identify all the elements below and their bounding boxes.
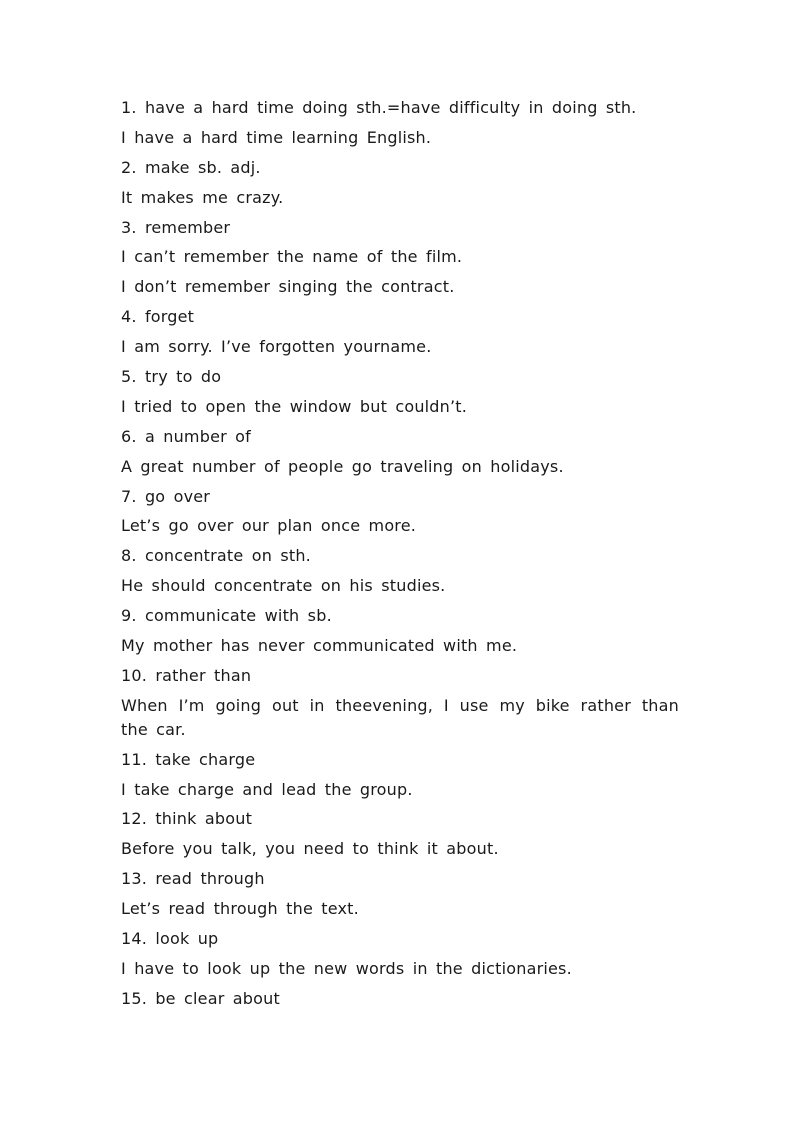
example-sentence: Let’s go over our plan once more. [121, 516, 417, 536]
phrase-heading: 11. take charge [121, 749, 256, 769]
document-body [121, 96, 679, 1017]
phrase-heading: 13. read through [121, 869, 265, 889]
phrase-heading: 14. look up [121, 929, 219, 949]
phrase-heading: 3. remember [121, 217, 231, 237]
phrase-heading: 9. communicate with sb. [121, 606, 332, 626]
phrase-heading: 4. forget [121, 307, 195, 327]
example-sentence: I take charge and lead the group. [121, 779, 413, 799]
example-sentence: When I’m going out in theevening, I use my bike rather than the car. [121, 695, 679, 739]
phrase-heading: 2. make sb. adj. [121, 157, 261, 177]
example-sentence: Let’s read through the text. [121, 899, 359, 919]
example-sentence: He should concentrate on his studies. [121, 576, 446, 596]
example-sentence: I can’t remember the name of the film. [121, 247, 463, 267]
phrase-heading: 15. be clear about [121, 988, 280, 1008]
example-sentence: I have to look up the new words in the dictionaries. [121, 958, 572, 978]
example-sentence: My mother has never communicated with me. [121, 636, 518, 656]
example-sentence: A great number of people go traveling on holidays. [121, 456, 564, 476]
phrase-heading: 5. try to do [121, 367, 222, 387]
phrase-heading: 1. have a hard time doing sth.=have difficulty in doing sth. [121, 98, 637, 117]
example-sentence: Before you talk, you need to think it about. [121, 839, 499, 859]
phrase-heading: 8. concentrate on sth. [121, 546, 311, 566]
phrase-heading: 12. think about [121, 809, 253, 829]
example-sentence: I tried to open the window but couldn’t. [121, 396, 468, 416]
example-sentence: It makes me crazy. [121, 187, 284, 207]
phrase-heading: 10. rather than [121, 665, 252, 685]
phrase-heading: 7. go over [121, 486, 211, 506]
example-sentence: I have a hard time learning English. [121, 127, 432, 147]
example-sentence: I am sorry. I’ve forgotten yourname. [121, 337, 432, 357]
example-sentence: I don’t remember singing the contract. [121, 277, 455, 297]
phrase-heading: 6. a number of [121, 426, 251, 446]
